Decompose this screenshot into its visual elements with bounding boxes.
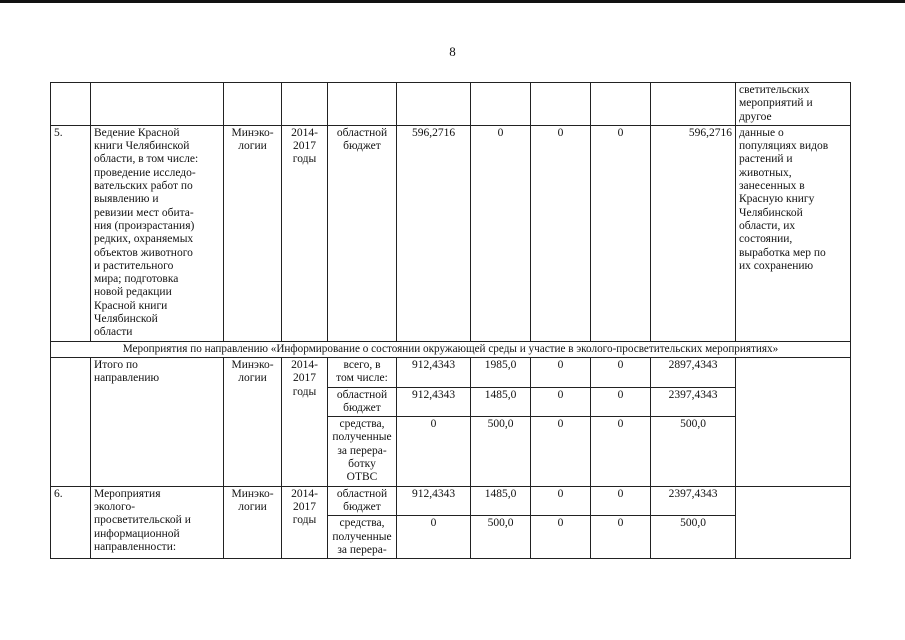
row-number: 6. [51, 486, 91, 558]
value-total: 2397,4343 [651, 387, 736, 417]
measure-name: Ведение Красной книги Челябинской области, в том числе: проведение исследо- вательских работ по выявлению и ревизии мест обита- ния (произрастания) редких, охраняемых объектов животного и растительного мира; подготовка новой редакции Красной книги Челябинской области [91, 125, 224, 341]
value-total: 596,2716 [651, 125, 736, 341]
value-2015: 0 [471, 125, 531, 341]
measure-name: Мероприятия эколого- просветительской и информационной направленности: [91, 486, 224, 558]
value-2017: 0 [591, 486, 651, 516]
executor: Минэко- логии [224, 357, 282, 486]
value-2015: 500,0 [471, 516, 531, 559]
value-2014: 912,4343 [397, 357, 471, 387]
period: 2014- 2017 годы [282, 357, 328, 486]
row-number: 5. [51, 125, 91, 341]
table-row-continuation [51, 83, 851, 126]
funding-source: всего, в том числе: [328, 357, 397, 387]
executor: Минэко- логии [224, 486, 282, 558]
value-2016: 0 [531, 417, 591, 486]
value-2017: 0 [591, 357, 651, 387]
value-2016: 0 [531, 516, 591, 559]
value-2014: 0 [397, 516, 471, 559]
funding-source: областной бюджет [328, 387, 397, 417]
value-2016: 0 [531, 357, 591, 387]
table-row-item-6 [51, 486, 851, 516]
value-2016: 0 [531, 387, 591, 417]
table-row-subtotal [51, 357, 851, 387]
value-2015: 1485,0 [471, 486, 531, 516]
page-number: 8 [449, 44, 456, 59]
value-2017: 0 [591, 417, 651, 486]
top-border-line [0, 0, 905, 3]
section-title: Мероприятия по направлению «Информирование о состоянии окружающей среды и участие в эколого-просветительских мероприятиях» [51, 341, 851, 357]
value-total: 2897,4343 [651, 357, 736, 387]
funding-source: областной бюджет [328, 486, 397, 516]
executor: Минэко- логии [224, 125, 282, 341]
value-2014: 912,4343 [397, 486, 471, 516]
result-cell: данные о популяциях видов растений и животных, занесенных в Красную книгу Челябинской области, их состоянии, выработка мер по их сохранению [736, 125, 851, 341]
value-2016: 0 [531, 486, 591, 516]
period: 2014- 2017 годы [282, 125, 328, 341]
value-2014: 912,4343 [397, 387, 471, 417]
value-2015: 1985,0 [471, 357, 531, 387]
value-2014: 0 [397, 417, 471, 486]
value-2015: 500,0 [471, 417, 531, 486]
section-heading-row [51, 341, 851, 357]
value-2016: 0 [531, 125, 591, 341]
value-2017: 0 [591, 516, 651, 559]
value-2014: 596,2716 [397, 125, 471, 341]
result-cell [736, 357, 851, 486]
result-cell [736, 486, 851, 558]
result-cell: светительских мероприятий и другое [736, 83, 851, 126]
table-row-item-5 [51, 125, 851, 341]
value-total: 500,0 [651, 516, 736, 559]
subtotal-name: Итого по направлению [91, 357, 224, 486]
value-total: 500,0 [651, 417, 736, 486]
funding-source: средства, полученные за перера- [328, 516, 397, 559]
funding-source: средства, полученные за перера- ботку ОТВС [328, 417, 397, 486]
value-total: 2397,4343 [651, 486, 736, 516]
value-2017: 0 [591, 125, 651, 341]
value-2015: 1485,0 [471, 387, 531, 417]
funding-source: областной бюджет [328, 125, 397, 341]
period: 2014- 2017 годы [282, 486, 328, 558]
value-2017: 0 [591, 387, 651, 417]
program-measures-table [50, 82, 851, 559]
